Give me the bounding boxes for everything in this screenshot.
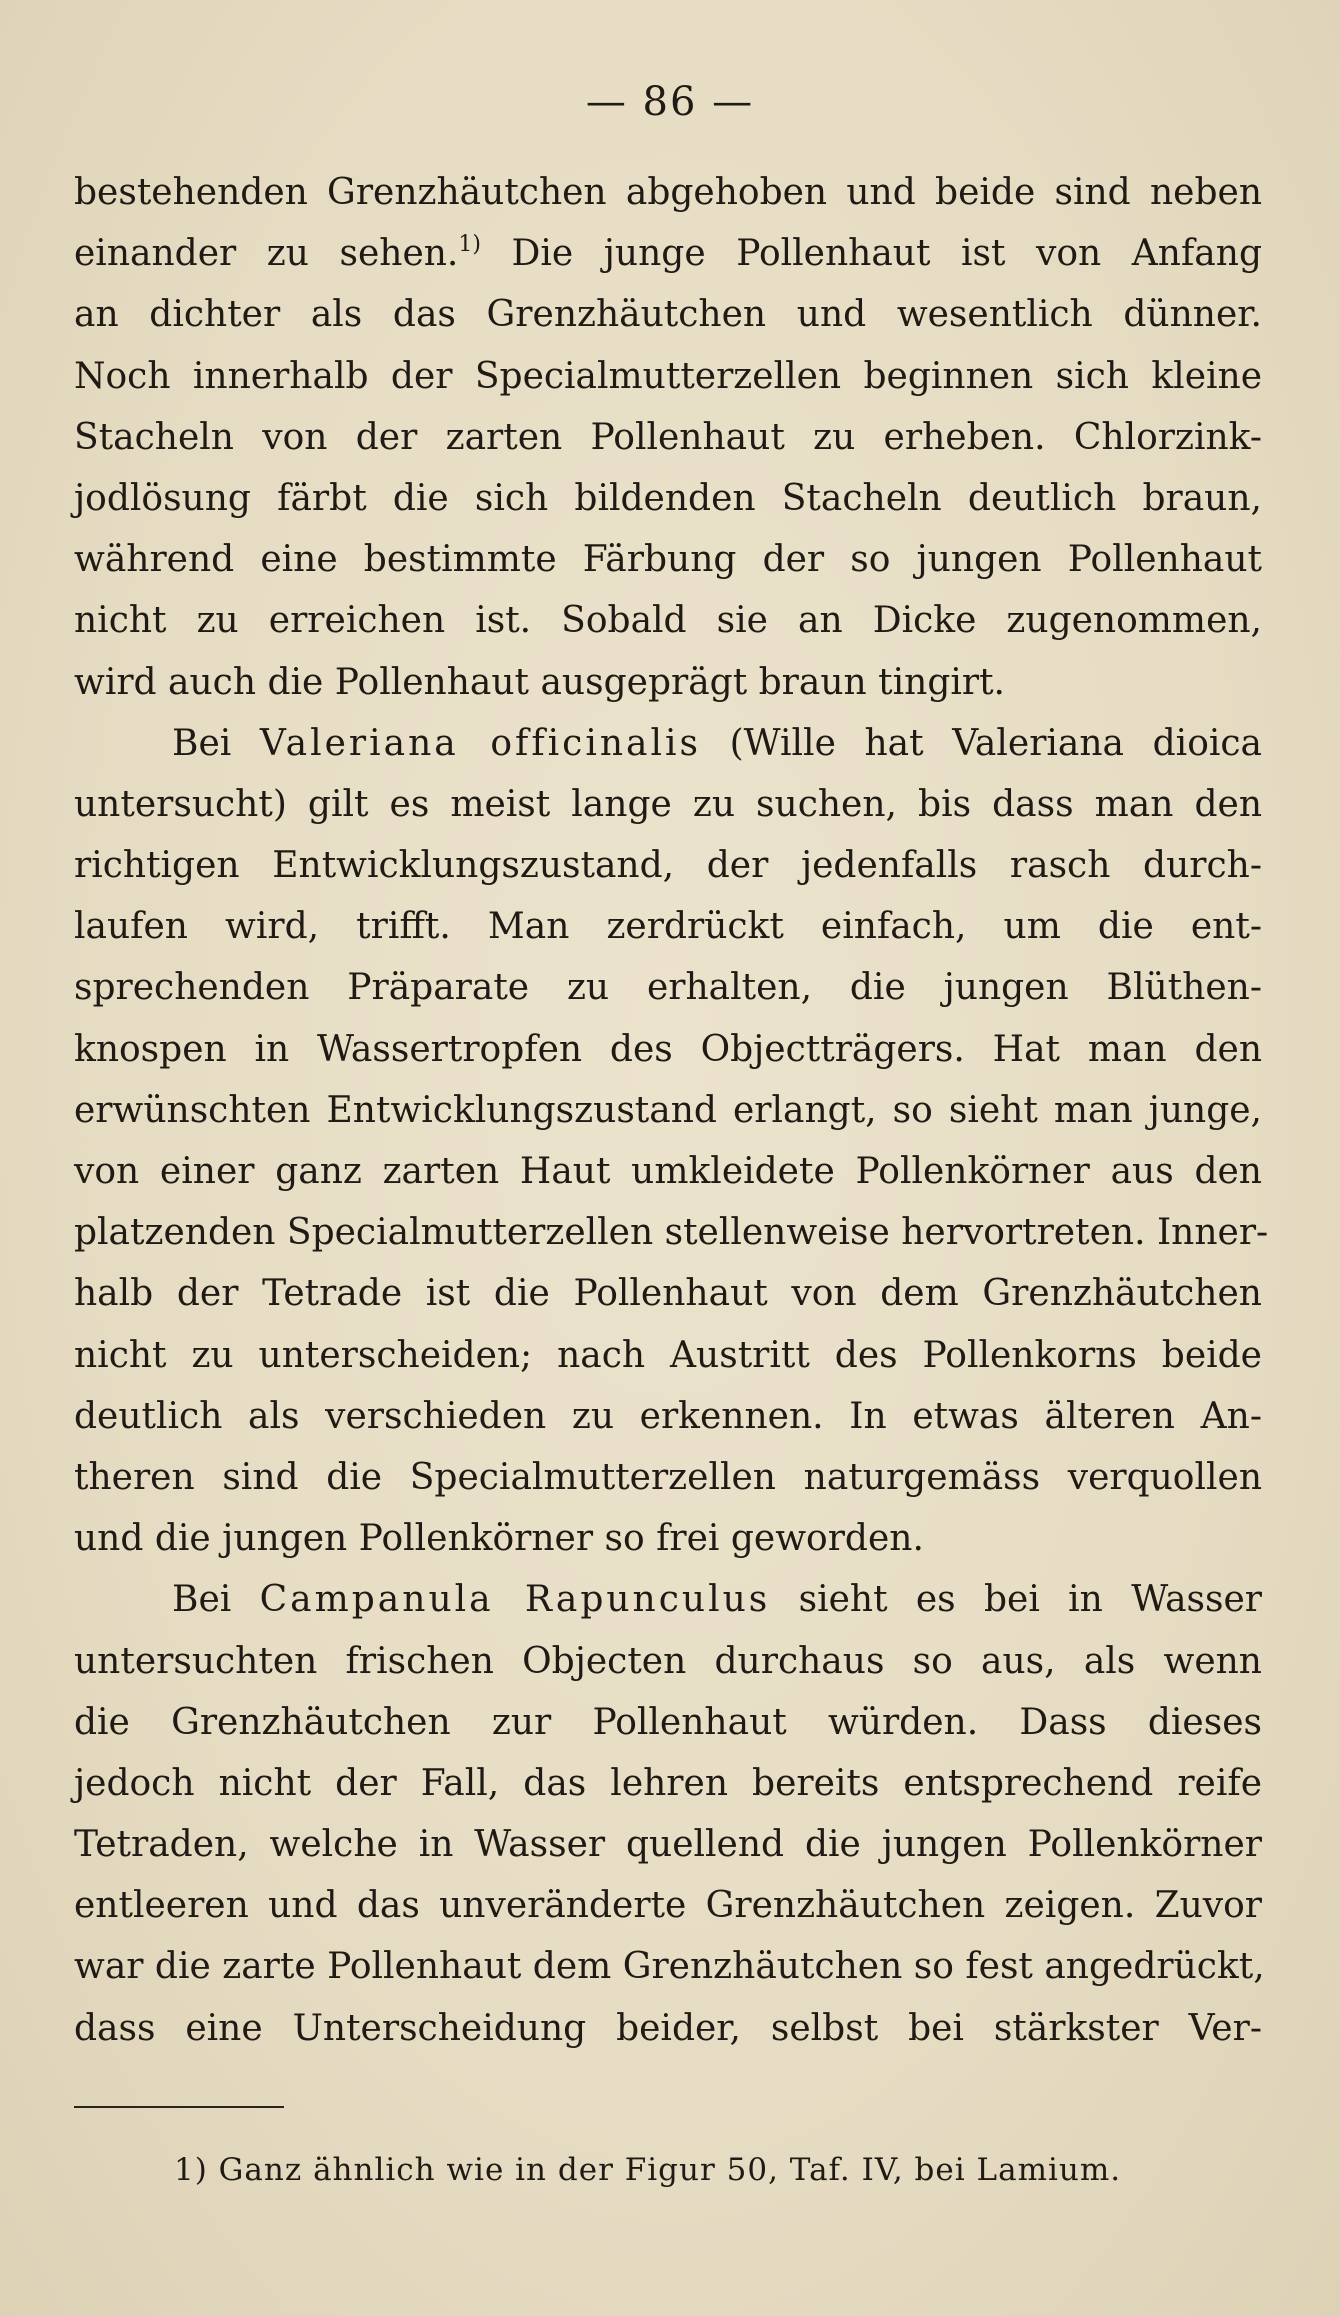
text-line: deutlich als verschieden zu erkennen. In etwas älteren An- <box>74 1395 1262 1437</box>
text-line: von einer ganz zarten Haut umkleidete Pollenkörner aus den <box>74 1151 1262 1192</box>
text-line <box>74 223 1262 284</box>
text-line: Stacheln von der zarten Pollenhaut zu erheben. Chlorzink- <box>74 416 1262 458</box>
species-name: Campanula Rapunculus <box>259 1579 771 1621</box>
text-line: die Grenzhäutchen zur Pollenhaut würden. Dass dieses <box>74 1701 1262 1743</box>
text-line: theren sind die Specialmutterzellen naturgemäss verquollen <box>74 1456 1262 1498</box>
text-line: untersuchten frischen Objecten durchaus so aus, als wenn <box>74 1640 1262 1682</box>
text-line: während eine bestimmte Färbung der so jungen Pollenhaut <box>74 539 1262 581</box>
footnote-divider <box>74 2106 284 2108</box>
text-line: nicht zu erreichen ist. Sobald sie an Dicke zugenommen, <box>74 600 1262 642</box>
text-fragment: sieht es bei in Wasser <box>770 1579 1262 1621</box>
text-line: platzenden Specialmutterzellen stellenweise hervortreten. Inner- <box>74 1212 1269 1254</box>
text-line: wird auch die Pollenhaut ausgeprägt braun tingirt. <box>74 661 1005 703</box>
text-line: sprechenden Präparate zu erhalten, die jungen Blüthen- <box>74 967 1262 1009</box>
text-line: Noch innerhalb der Specialmutterzellen beginnen sich kleine <box>74 355 1262 397</box>
species-name: Valeriana officinalis <box>259 722 701 764</box>
text-line: bestehenden Grenzhäutchen abgehoben und beide sind neben <box>74 172 1262 213</box>
footnote: 1) Ganz ähnlich wie in der Figur 50, Taf. IV, bei Lamium. <box>174 2152 1122 2188</box>
text-line: und die jungen Pollenkörner so frei geworden. <box>74 1518 924 1560</box>
text-line: Tetraden, welche in Wasser quellend die jungen Pollenkörner <box>74 1824 1262 1866</box>
text-line: richtigen Entwicklungszustand, der jedenfalls rasch durch- <box>74 845 1262 887</box>
text-line: an dichter als das Grenzhäutchen und wesentlich dünner. <box>74 294 1262 336</box>
text-fragment: einander zu sehen. <box>74 233 459 275</box>
text-line: jedoch nicht der Fall, das lehren bereits entsprechend reife <box>74 1762 1262 1804</box>
text-line <box>74 1569 1262 1630</box>
text-fragment: Bei <box>172 1579 232 1621</box>
text-line <box>74 713 1262 774</box>
text-line: entleeren und das unveränderte Grenzhäutchen zeigen. Zuvor <box>74 1885 1262 1927</box>
text-line: war die zarte Pollenhaut dem Grenzhäutchen so fest angedrückt, <box>74 1946 1265 1988</box>
text-line: halb der Tetrade ist die Pollenhaut von dem Grenzhäutchen <box>74 1273 1262 1315</box>
footnote-reference[interactable]: 1) <box>458 232 481 258</box>
text-line: knospen in Wassertropfen des Objectträgers. Hat man den <box>74 1028 1262 1070</box>
text-line: untersucht) gilt es meist lange zu suchen, bis dass man den <box>74 783 1262 825</box>
text-line: erwünschten Entwicklungszustand erlangt, so sieht man junge, <box>74 1089 1262 1131</box>
text-fragment: Bei <box>172 722 232 764</box>
text-line: jodlösung färbt die sich bildenden Stacheln deutlich braun, <box>74 477 1262 519</box>
text-fragment: Die junge Pollenhaut ist von Anfang <box>480 233 1262 275</box>
text-line: nicht zu unterscheiden; nach Austritt des Pollenkorns beide <box>74 1334 1262 1376</box>
page-number: — 86 — <box>585 79 755 125</box>
text-line: laufen wird, trifft. Man zerdrückt einfach, um die ent- <box>74 906 1262 948</box>
text-fragment: (Wille hat Valeriana dioica <box>701 722 1263 764</box>
body-text <box>74 162 1269 2059</box>
text-line: dass eine Unterscheidung beider, selbst bei stärkster Ver- <box>74 2007 1262 2049</box>
